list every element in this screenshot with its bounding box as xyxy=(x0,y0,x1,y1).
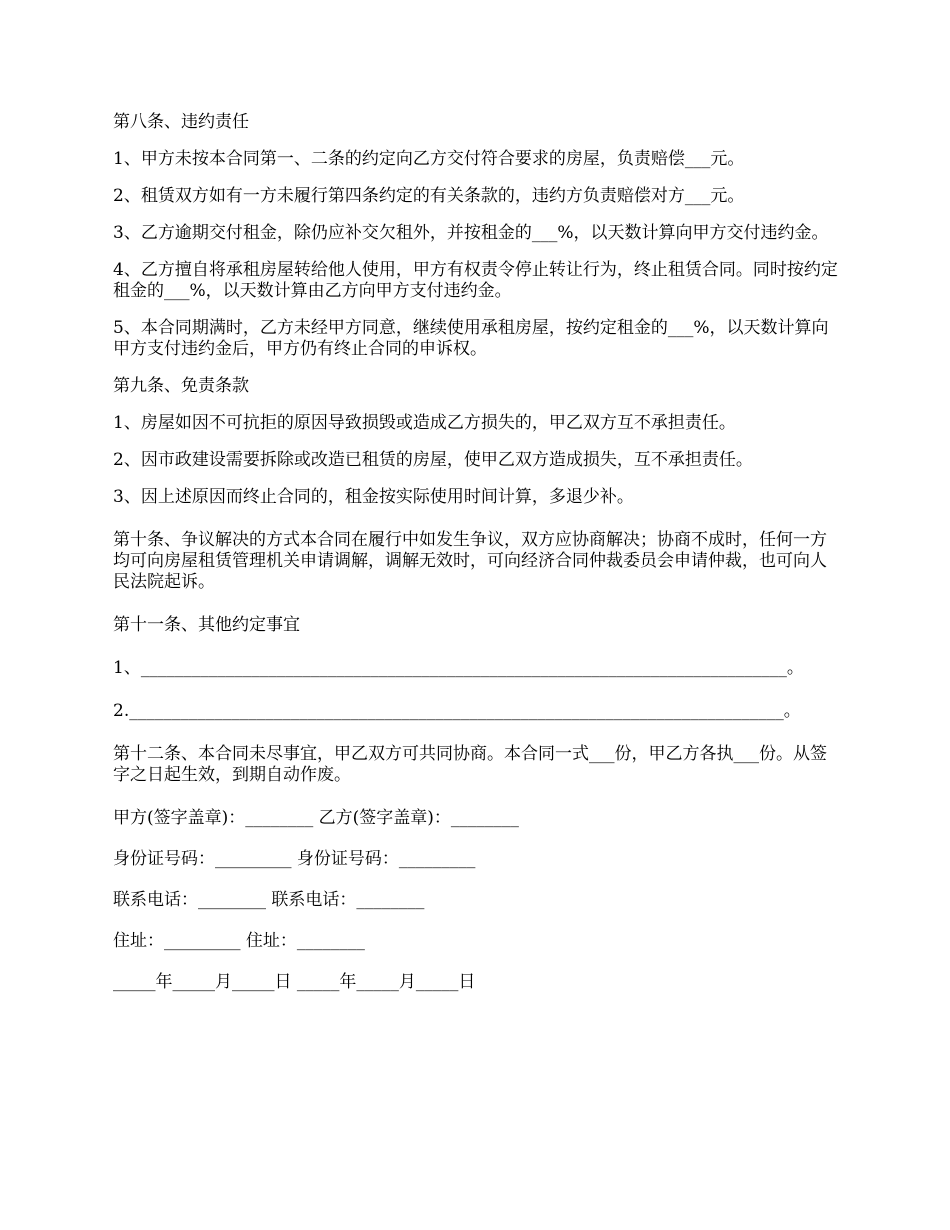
article-11-item-2: 2._____________________________________________________________________________。 xyxy=(113,701,801,721)
article-8-item-1: 1、甲方未按本合同第一、二条的约定向乙方交付符合要求的房屋，负责赔偿___元。 xyxy=(113,149,745,169)
article-9-title: 第九条、免责条款 xyxy=(113,376,249,396)
article-9-item-3: 3、因上述原因而终止合同的，租金按实际使用时间计算，多退少补。 xyxy=(113,487,634,507)
article-9-item-1: 1、房屋如因不可抗拒的原因导致损毁或造成乙方损失的，甲乙双方互不承担责任。 xyxy=(113,413,736,433)
article-9-item-2: 2、因市政建设需要拆除或改造已租赁的房屋，使甲乙双方造成损失，互不承担责任。 xyxy=(113,450,753,470)
article-8-item-2: 2、租赁双方如有一方未履行第四条约定的有关条款的，违约方负责赔偿对方___元。 xyxy=(113,186,745,206)
article-11-item-1: 1、____________________________________________________________________________。 xyxy=(113,658,804,678)
article-8-item-4: 4、乙方擅自将承租房屋转给他人使用，甲方有权责令停止转让行为，终止租赁合同。同时按约定租金的___%，以天数计算由乙方向甲方支付违约金。 xyxy=(113,260,838,301)
signature-party-line: 甲方(签字盖章)：________ 乙方(签字盖章)：________ xyxy=(113,808,519,828)
article-12-text: 第十二条、本合同未尽事宜，甲乙双方可共同协商。本合同一式___份，甲乙方各执___份。从签字之日起生效，到期自动作废。 xyxy=(113,744,827,785)
article-11-title: 第十一条、其他约定事宜 xyxy=(113,615,300,635)
article-8-item-3: 3、乙方逾期交付租金，除仍应补交欠租外，并按租金的___%，以天数计算向甲方交付违约金。 xyxy=(113,223,829,243)
article-8-item-5: 5、本合同期满时，乙方未经甲方同意，继续使用承租房屋，按约定租金的___%，以天数计算向甲方支付违约金后，甲方仍有终止合同的申诉权。 xyxy=(113,318,829,359)
article-8-title: 第八条、违约责任 xyxy=(113,112,249,132)
article-10-text: 第十条、争议解决的方式本合同在履行中如发生争议，双方应协商解决；协商不成时，任何一方均可向房屋租赁管理机关申请调解，调解无效时，可向经济合同仲裁委员会申请仲裁，也可向人民法院起诉。 xyxy=(113,530,827,592)
contract-page xyxy=(113,112,843,1013)
signature-address-line: 住址：_________ 住址：________ xyxy=(113,931,365,951)
signature-date-line: _____年_____月_____日 _____年_____月_____日 xyxy=(113,972,476,992)
signature-id-line: 身份证号码：_________ 身份证号码：_________ xyxy=(113,849,476,869)
signature-phone-line: 联系电话：________ 联系电话：________ xyxy=(113,890,425,910)
